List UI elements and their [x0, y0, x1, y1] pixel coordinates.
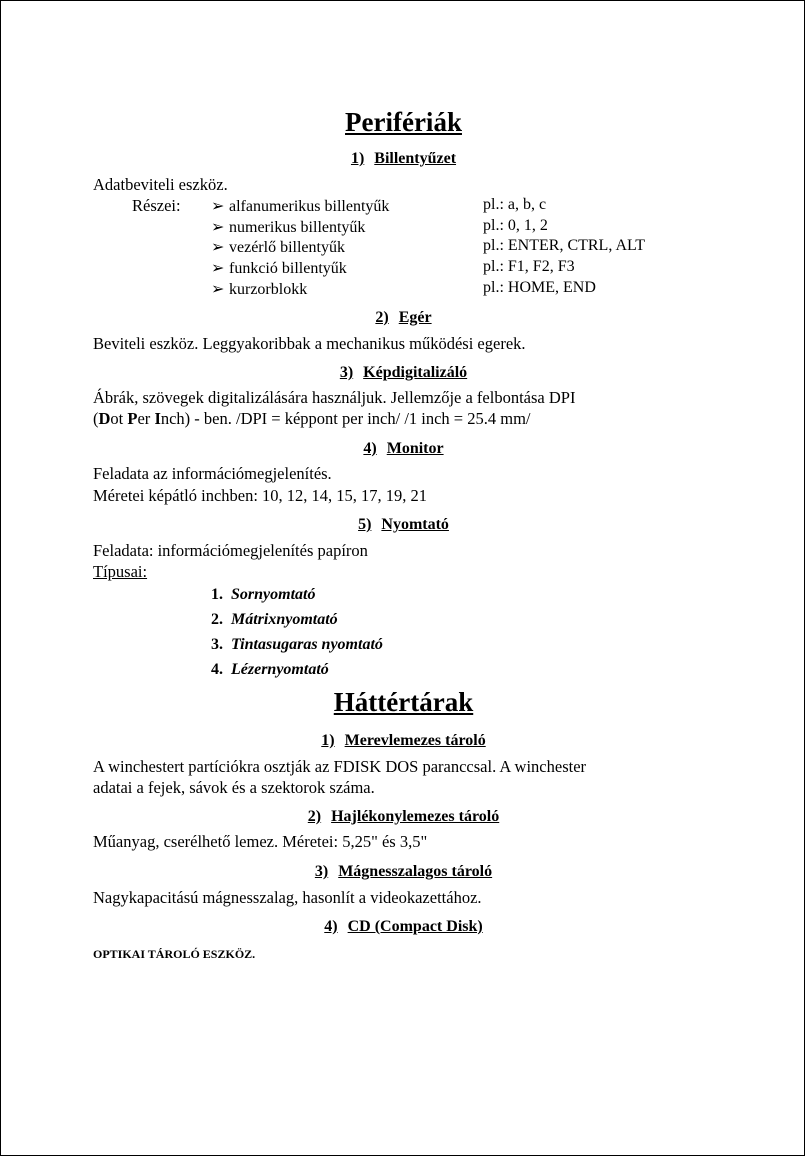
paragraph: A winchestert partíciókra osztják az FDISK DOS paranccsal. A winchester: [93, 757, 587, 776]
list-item: ➢ numerikus billentyűk: [211, 219, 366, 236]
ordered-list-item: 2. Mátrixnyomtató: [211, 611, 338, 628]
list-item-example: pl.: HOME, END: [483, 279, 596, 296]
ordered-list-item: 1. Sornyomtató: [211, 586, 316, 603]
paragraph: Beviteli eszköz. Leggyakoribbak a mechanikus működési egerek.: [93, 334, 526, 353]
section-title: Monitor: [386, 440, 444, 457]
section-heading-magnesszalag: [1, 863, 805, 881]
section-heading-hajlekonylemez: [1, 808, 805, 826]
list-item-example: pl.: ENTER, CTRL, ALT: [483, 237, 646, 254]
section-number: 1): [321, 732, 335, 749]
section-title: Billentyűzet: [374, 150, 457, 167]
section-number: 4): [363, 440, 377, 457]
section-number: 5): [358, 516, 372, 533]
arrow-bullet-icon: ➢: [211, 281, 225, 298]
list-item: ➢ alfanumerikus billentyűk: [211, 198, 390, 215]
section-number: 1): [350, 150, 365, 167]
paragraph: Adatbeviteli eszköz.: [93, 175, 228, 194]
list-item-example: pl.: 0, 1, 2: [483, 217, 548, 234]
paragraph: Ábrák, szövegek digitalizálására használjuk. Jellemzője a felbontása DPI: [93, 388, 576, 407]
paragraph: Feladata az információmegjelenítés.: [93, 464, 332, 483]
list-item-example: pl.: F1, F2, F3: [483, 258, 575, 275]
section-heading-cd: [1, 918, 805, 936]
section-number: 2): [307, 808, 322, 825]
section-title-hattertarak: Háttértárak: [333, 687, 474, 717]
list-item: ➢ kurzorblokk: [211, 281, 308, 298]
paragraph: Nagykapacitású mágnesszalag, hasonlít a videokazettához.: [93, 888, 482, 907]
section-title: CD (Compact Disk): [347, 918, 483, 935]
paragraph: adatai a fejek, sávok és a szektorok száma.: [93, 778, 375, 797]
section-heading-kepdigitalizalo: [1, 364, 805, 382]
ordered-list-item: 4. Lézernyomtató: [211, 661, 329, 678]
list-item-example: pl.: a, b, c: [483, 196, 547, 213]
section-heading-billentyuzet: [1, 150, 805, 168]
paragraph: Méretei képátló inchben: 10, 12, 14, 15, 17, 19, 21: [93, 486, 428, 505]
list-item: ➢ funkció billentyűk: [211, 260, 347, 277]
parts-label: Részei:: [132, 196, 181, 215]
section-heading-merevlemez: [1, 732, 805, 750]
arrow-bullet-icon: ➢: [211, 198, 225, 215]
section-title: Merevlemezes tároló: [344, 732, 486, 749]
arrow-bullet-icon: ➢: [211, 260, 225, 277]
section-title: Nyomtató: [381, 516, 449, 533]
section-number: 3): [314, 863, 329, 880]
arrow-bullet-icon: ➢: [211, 219, 225, 236]
section-title: Képdigitalizáló: [363, 364, 468, 381]
section-heading-nyomtato: [1, 516, 805, 534]
paragraph: (Dot Per Inch) - ben. /DPI = képpont per inch/ /1 inch = 25.4 mm/: [93, 409, 531, 428]
page-title: Perifériák: [345, 107, 462, 137]
section-number: 4): [324, 918, 338, 935]
section-number: 2): [375, 309, 389, 326]
section-title: Mágnesszalagos tároló: [338, 863, 493, 880]
paragraph: Műanyag, cserélhető lemez. Méretei: 5,25" és 3,5": [93, 832, 428, 851]
section-number: 3): [339, 364, 354, 381]
paragraph: OPTIKAI TÁROLÓ ESZKÖZ.: [93, 947, 256, 961]
section-title: Hajlékonylemezes tároló: [331, 808, 500, 825]
section-heading-monitor: [1, 440, 805, 458]
paragraph: Feladata: információmegjelenítés papíron: [93, 541, 368, 560]
types-label: Típusai:: [93, 562, 148, 581]
arrow-bullet-icon: ➢: [211, 239, 225, 256]
section-heading-eger: [1, 309, 805, 327]
section-title: Egér: [398, 309, 432, 326]
list-item: ➢ vezérlő billentyűk: [211, 239, 345, 256]
ordered-list-item: 3. Tintasugaras nyomtató: [211, 636, 383, 653]
